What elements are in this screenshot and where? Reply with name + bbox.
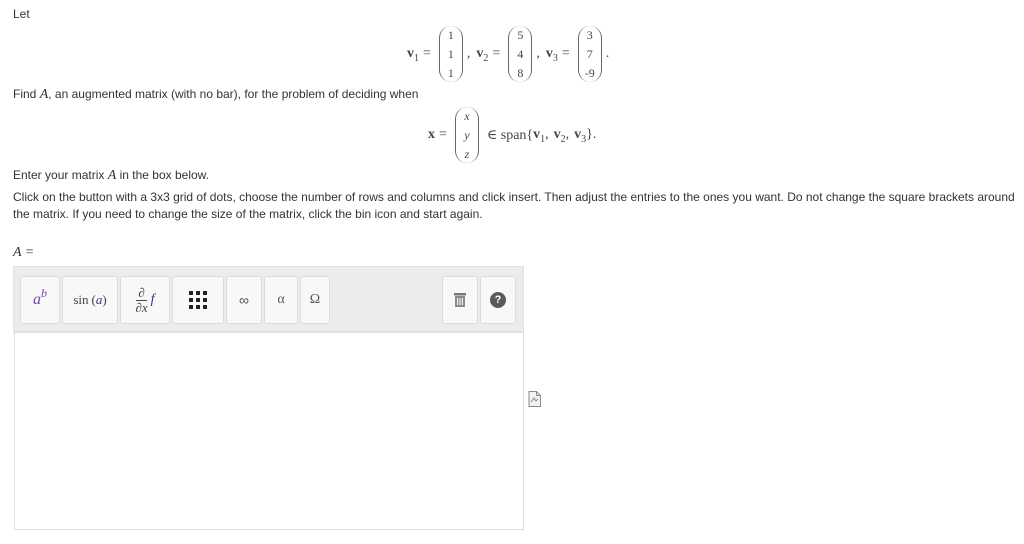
- v1-entry-3: 1: [447, 66, 454, 80]
- find-prefix: Find: [13, 87, 40, 101]
- span-v2-sub: 2: [560, 133, 566, 145]
- v1-entry-1: 1: [447, 28, 454, 42]
- equals-sign: =: [423, 46, 431, 61]
- matrix-answer-input[interactable]: [14, 332, 524, 530]
- let-label: Let: [13, 7, 30, 21]
- x-entry-3: z: [464, 147, 470, 161]
- span-v3-name: v: [574, 127, 582, 142]
- comma: ,: [466, 46, 471, 61]
- span-v2-name: v: [553, 127, 561, 142]
- equals-sign: =: [492, 46, 501, 61]
- v3-entry-1: 3: [586, 28, 593, 42]
- v3-sub: 3: [552, 52, 558, 64]
- v1-sub: 1: [414, 52, 419, 64]
- v1-vector: [439, 26, 463, 82]
- x-name: x: [428, 127, 435, 142]
- enter-instruction: [13, 168, 209, 184]
- infinity-button[interactable]: [226, 276, 262, 324]
- v2-name: v: [476, 46, 484, 61]
- x-entry-1: x: [464, 109, 470, 123]
- preview-doc-icon: [528, 391, 541, 407]
- matrix-instructions: Click on the button with a 3x3 grid of dots, choose the number of rows and columns and click insert. Then adjust the entries to the ones you want. Do not change the square brackets around the matrix. If you need to change the size of the matrix, click the bin icon and start again.: [13, 190, 1015, 221]
- partial-bottom: ∂x: [135, 299, 148, 315]
- partial-fraction: [135, 286, 147, 315]
- x-vector: [455, 107, 479, 163]
- find-suffix: , an augmented matrix (with no bar), for the problem of deciding when: [48, 87, 419, 101]
- partial-top: ∂: [138, 284, 145, 300]
- infinity-icon: ∞: [239, 292, 249, 308]
- span-close: }.: [586, 127, 597, 142]
- equals-sign: =: [439, 127, 447, 142]
- omega-icon: Ω: [309, 292, 321, 307]
- help-icon: ?: [490, 292, 506, 308]
- document-icon[interactable]: [528, 391, 541, 410]
- v1-entry-2: 1: [447, 47, 454, 61]
- enter-suffix: in the box below.: [116, 168, 209, 182]
- alpha-button[interactable]: [264, 276, 298, 324]
- partial-derivative-button[interactable]: [120, 276, 170, 324]
- find-var: A: [39, 87, 49, 102]
- sin-label: sin: [73, 292, 89, 307]
- math-toolbar: [13, 266, 524, 332]
- find-instruction: [13, 87, 418, 103]
- superscript-exp: b: [41, 285, 47, 300]
- v2-entry-1: 5: [517, 28, 524, 42]
- comma: ,: [565, 127, 570, 142]
- superscript-button[interactable]: [20, 276, 60, 324]
- x-entry-2: y: [464, 128, 470, 142]
- v2-entry-3: 8: [517, 66, 524, 80]
- alpha-icon: α: [277, 292, 285, 307]
- comma: ,: [545, 127, 549, 142]
- v3-entry-3: -9: [584, 66, 595, 80]
- v1-name: v: [407, 46, 414, 61]
- v2-entry-2: 4: [517, 47, 524, 61]
- vector-definitions: [407, 26, 609, 82]
- enter-var: A: [107, 168, 117, 183]
- superscript-base: a: [33, 291, 41, 308]
- equals-sign: =: [561, 46, 570, 61]
- sin-button[interactable]: sin ( a ): [62, 276, 118, 324]
- v3-entry-2: 7: [586, 47, 593, 61]
- v3-name: v: [545, 46, 553, 61]
- matrix-grid-button[interactable]: [172, 276, 224, 324]
- v3-vector: [578, 26, 602, 82]
- v2-vector: [508, 26, 532, 82]
- trash-icon: [453, 292, 467, 308]
- span-condition: [428, 107, 596, 163]
- span-v3-sub: 3: [581, 133, 587, 145]
- answer-label: A =: [13, 245, 35, 260]
- v2-sub: 2: [483, 52, 489, 64]
- period: .: [605, 46, 610, 61]
- trash-button[interactable]: [442, 276, 478, 324]
- partial-f: f: [150, 292, 155, 307]
- span-text: ∈ span{: [486, 127, 534, 143]
- grid-dots-icon: [189, 291, 207, 309]
- enter-prefix: Enter your matrix: [13, 168, 108, 182]
- span-v1-name: v: [533, 127, 541, 142]
- help-button[interactable]: [480, 276, 516, 324]
- sin-arg: a: [95, 292, 103, 307]
- omega-button[interactable]: [300, 276, 330, 324]
- comma: ,: [536, 46, 540, 61]
- span-v1-sub: 1: [540, 133, 546, 145]
